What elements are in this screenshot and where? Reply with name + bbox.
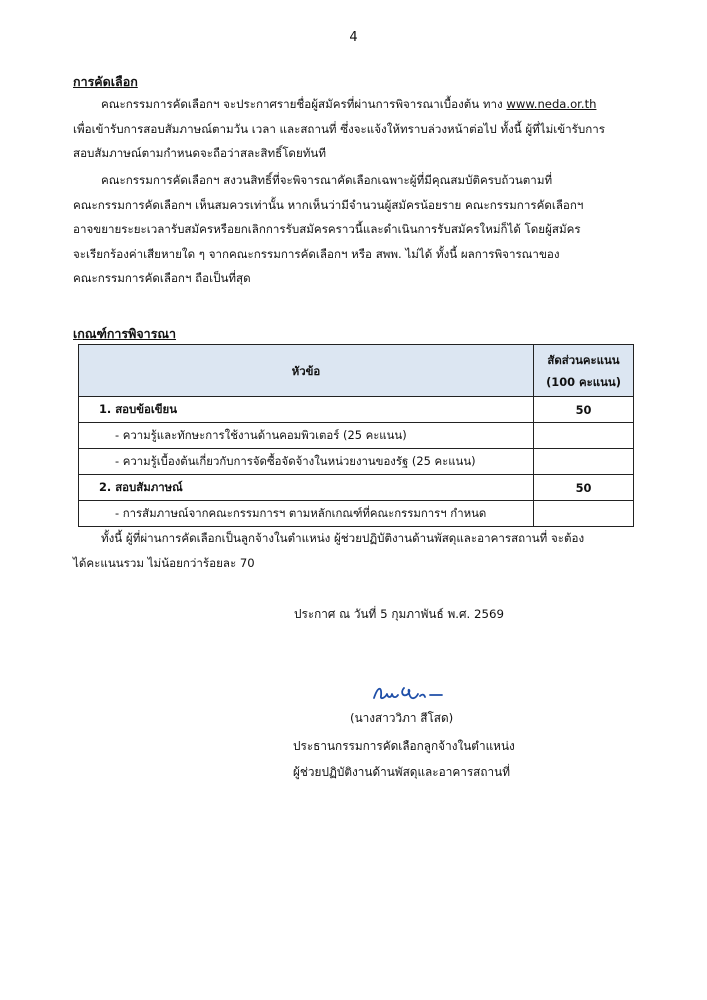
table-row — [79, 397, 634, 423]
signature-image — [370, 680, 470, 706]
para2-line-3: อาจขยายระยะเวลารับสมัครหรือยกเลิกการรับสมัครคราวนี้และดำเนินการรับสมัครใหม่ก็ได้ โดยผู้สมัคร — [73, 222, 581, 236]
criteria-table — [78, 344, 634, 527]
column-header-topic: หัวข้อ — [79, 345, 534, 397]
page-number: 4 — [349, 30, 358, 45]
para1-line-1: คณะกรรมการคัดเลือกฯ จะประกาศรายชื่อผู้สมัครที่ผ่านการพิจารณาเบื้องต้น ทาง www.neda.or.th — [101, 97, 597, 111]
sub-item-score — [534, 501, 634, 527]
selection-paragraph-2 — [73, 168, 633, 291]
score-header-line-1: สัดส่วนคะแนน — [547, 352, 620, 367]
para1-line-3: สอบสัมภาษณ์ตามกำหนดจะถือว่าสละสิทธิ์โดยทันที — [73, 146, 326, 160]
sub-item-score — [534, 423, 634, 449]
table-row — [79, 501, 634, 527]
selection-paragraph-1 — [73, 92, 633, 166]
criteria-note — [73, 526, 633, 575]
selection-heading: การคัดเลือก — [73, 74, 138, 89]
signature-stroke — [374, 688, 442, 698]
note-line-1: ทั้งนี้ ผู้ที่ผ่านการคัดเลือกเป็นลูกจ้างในตำแหน่ง ผู้ช่วยปฏิบัติงานด้านพัสดุและอาคารสถานที่ จะต้อง — [101, 531, 585, 545]
table-row — [79, 475, 634, 501]
para2-line-4: จะเรียกร้องค่าเสียหายใด ๆ จากคณะกรรมการคัดเลือกฯ หรือ สพพ. ไม่ได้ ทั้งนี้ ผลการพิจารณาของ — [73, 246, 560, 261]
sub-item-label: - ความรู้เบื้องต้นเกี่ยวกับการจัดซื้อจัดจ้างในหน่วยงานของรัฐ (25 คะแนน) — [79, 449, 534, 475]
para2-line-1: คณะกรรมการคัดเลือกฯ สงวนสิทธิ์ที่จะพิจารณาคัดเลือกเฉพาะผู้ที่มีคุณสมบัติครบถ้วนตามที่ — [101, 173, 553, 187]
column-header-score — [534, 345, 634, 397]
section-score: 50 — [534, 475, 634, 501]
signer-title-line-1: ประธานกรรมการคัดเลือกลูกจ้างในตำแหน่ง — [293, 739, 515, 753]
para1-line-2: เพื่อเข้ารับการสอบสัมภาษณ์ตามวัน เวลา และสถานที่ ซึ่งจะแจ้งให้ทราบล่วงหน้าต่อไป ทั้งนี้ ผู้ที่ไม่เข้ารับการ — [73, 121, 606, 136]
criteria-heading: เกณฑ์การพิจารณา — [73, 326, 177, 341]
neda-website-link[interactable]: www.neda.or.th — [506, 97, 597, 111]
score-header-line-2: (100 คะแนน) — [546, 374, 621, 389]
para2-line-2: คณะกรรมการคัดเลือกฯ เห็นสมควรเท่านั้น หากเห็นว่ามีจำนวนผู้สมัครน้อยราย คณะกรรมการคัดเลือกฯ — [73, 197, 584, 212]
announcement-date: ประกาศ ณ วันที่ 5 กุมภาพันธ์ พ.ศ. 2569 — [294, 607, 504, 621]
section-label: 1. สอบข้อเขียน — [79, 397, 534, 423]
section-score: 50 — [534, 397, 634, 423]
table-header-row — [79, 345, 634, 397]
signer-name: (นางสาววิภา สีโสด) — [350, 711, 454, 725]
note-line-2: ได้คะแนนรวม ไม่น้อยกว่าร้อยละ 70 — [73, 555, 255, 570]
sub-item-score — [534, 449, 634, 475]
sub-item-label: - การสัมภาษณ์จากคณะกรรมการฯ ตามหลักเกณฑ์ที่คณะกรรมการฯ กำหนด — [79, 501, 534, 527]
section-label: 2. สอบสัมภาษณ์ — [79, 475, 534, 501]
signer-title-line-2: ผู้ช่วยปฏิบัติงานด้านพัสดุและอาคารสถานที่ — [293, 765, 510, 779]
para2-line-5: คณะกรรมการคัดเลือกฯ ถือเป็นที่สุด — [73, 271, 251, 285]
table-row — [79, 449, 634, 475]
table-row — [79, 423, 634, 449]
sub-item-label: - ความรู้และทักษะการใช้งานด้านคอมพิวเตอร์ (25 คะแนน) — [79, 423, 534, 449]
